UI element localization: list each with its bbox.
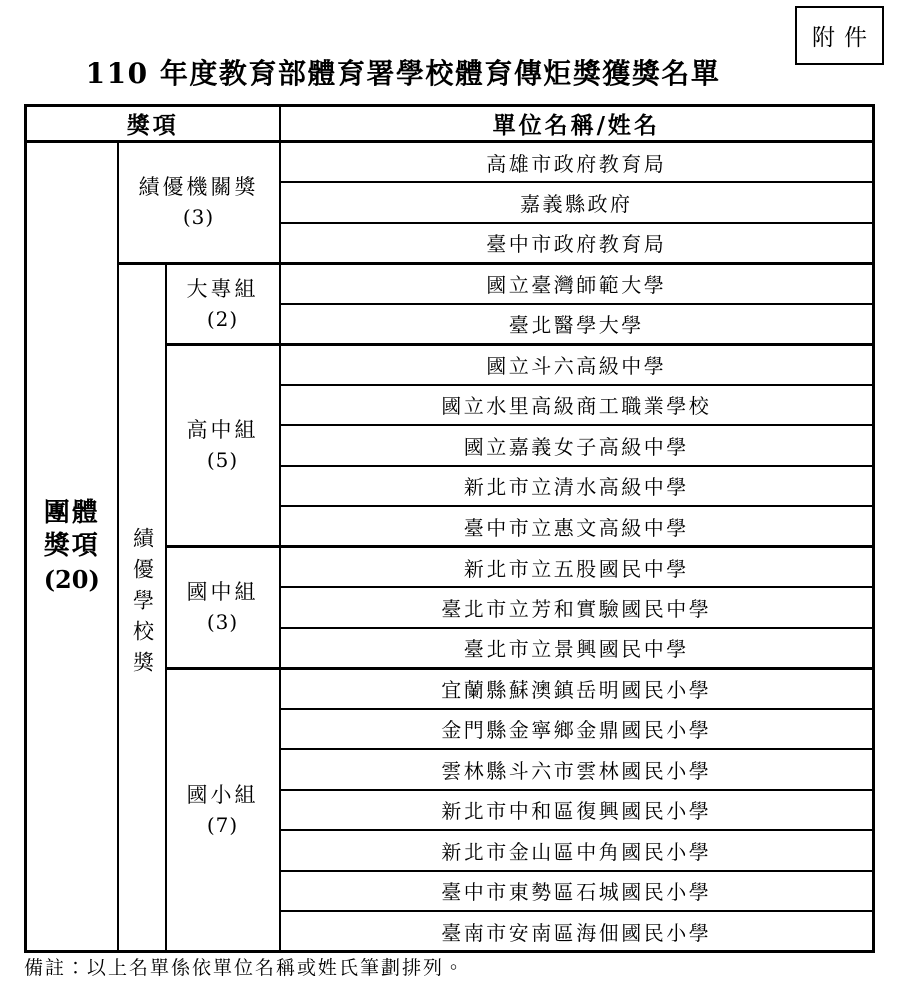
group-cell-juniorhigh (166, 547, 280, 669)
name-cell: 臺中市政府教育局 (280, 223, 874, 264)
school-award-cell (118, 263, 166, 952)
name-cell: 國立水里高級商工職業學校 (280, 385, 874, 426)
school-award-label: 績優學校獎 (130, 527, 155, 683)
name-cell: 新北市立清水高級中學 (280, 466, 874, 507)
name-cell: 高雄市政府教育局 (280, 142, 874, 183)
group-label: 大專組 (186, 276, 259, 301)
name-cell: 國立斗六高級中學 (280, 344, 874, 385)
group-count: (3) (206, 610, 239, 635)
group-cell-highschool (166, 344, 280, 547)
name-cell: 臺中市東勢區石城國民小學 (280, 871, 874, 912)
name-cell: 臺北醫學大學 (280, 304, 874, 345)
group-count: (2) (206, 306, 239, 331)
name-cell: 金門縣金寧鄉金鼎國民小學 (280, 709, 874, 750)
name-cell: 國立臺灣師範大學 (280, 263, 874, 304)
name-cell: 雲林縣斗六市雲林國民小學 (280, 749, 874, 790)
name-cell: 臺南市安南區海佃國民小學 (280, 911, 874, 952)
attachment-label: 附件 (812, 25, 876, 51)
header-cell-award: 獎項 (26, 106, 280, 142)
name-cell: 新北市立五股國民中學 (280, 547, 874, 588)
table-row (26, 263, 874, 304)
group-count: (3) (182, 205, 215, 230)
name-cell: 嘉義縣政府 (280, 182, 874, 223)
name-cell: 臺北市立景興國民中學 (280, 628, 874, 669)
name-cell: 新北市中和區復興國民小學 (280, 790, 874, 831)
team-category-count: (20) (43, 565, 100, 594)
team-category-line1: 團體 (43, 498, 100, 528)
name-cell: 國立嘉義女子高級中學 (280, 425, 874, 466)
group-label: 績優機關獎 (138, 175, 259, 200)
awards-table (24, 104, 875, 953)
group-label: 高中組 (186, 418, 259, 443)
group-cell-elementary (166, 668, 280, 952)
header-cell-unit: 單位名稱/姓名 (280, 106, 874, 142)
table-row (26, 142, 874, 183)
group-label: 國中組 (186, 580, 259, 605)
name-cell: 臺北市立芳和實驗國民中學 (280, 587, 874, 628)
group-count: (5) (206, 448, 239, 473)
page-title: 110 年度教育部體育署學校體育傳炬獎獲獎名單 (85, 57, 721, 90)
table-header-row (26, 106, 874, 142)
team-category-cell (26, 142, 118, 952)
group-cell-college (166, 263, 280, 344)
name-cell: 宜蘭縣蘇澳鎮岳明國民小學 (280, 668, 874, 709)
name-cell: 新北市金山區中角國民小學 (280, 830, 874, 871)
group-label: 國小組 (186, 782, 259, 807)
team-category-line2: 獎項 (43, 531, 100, 561)
footnote: 備註：以上名單係依單位名稱或姓氏筆劃排列。 (24, 957, 466, 979)
group-count: (7) (206, 812, 239, 837)
attachment-box (795, 6, 884, 65)
group-cell-agency (118, 142, 280, 264)
name-cell: 臺中市立惠文高級中學 (280, 506, 874, 547)
